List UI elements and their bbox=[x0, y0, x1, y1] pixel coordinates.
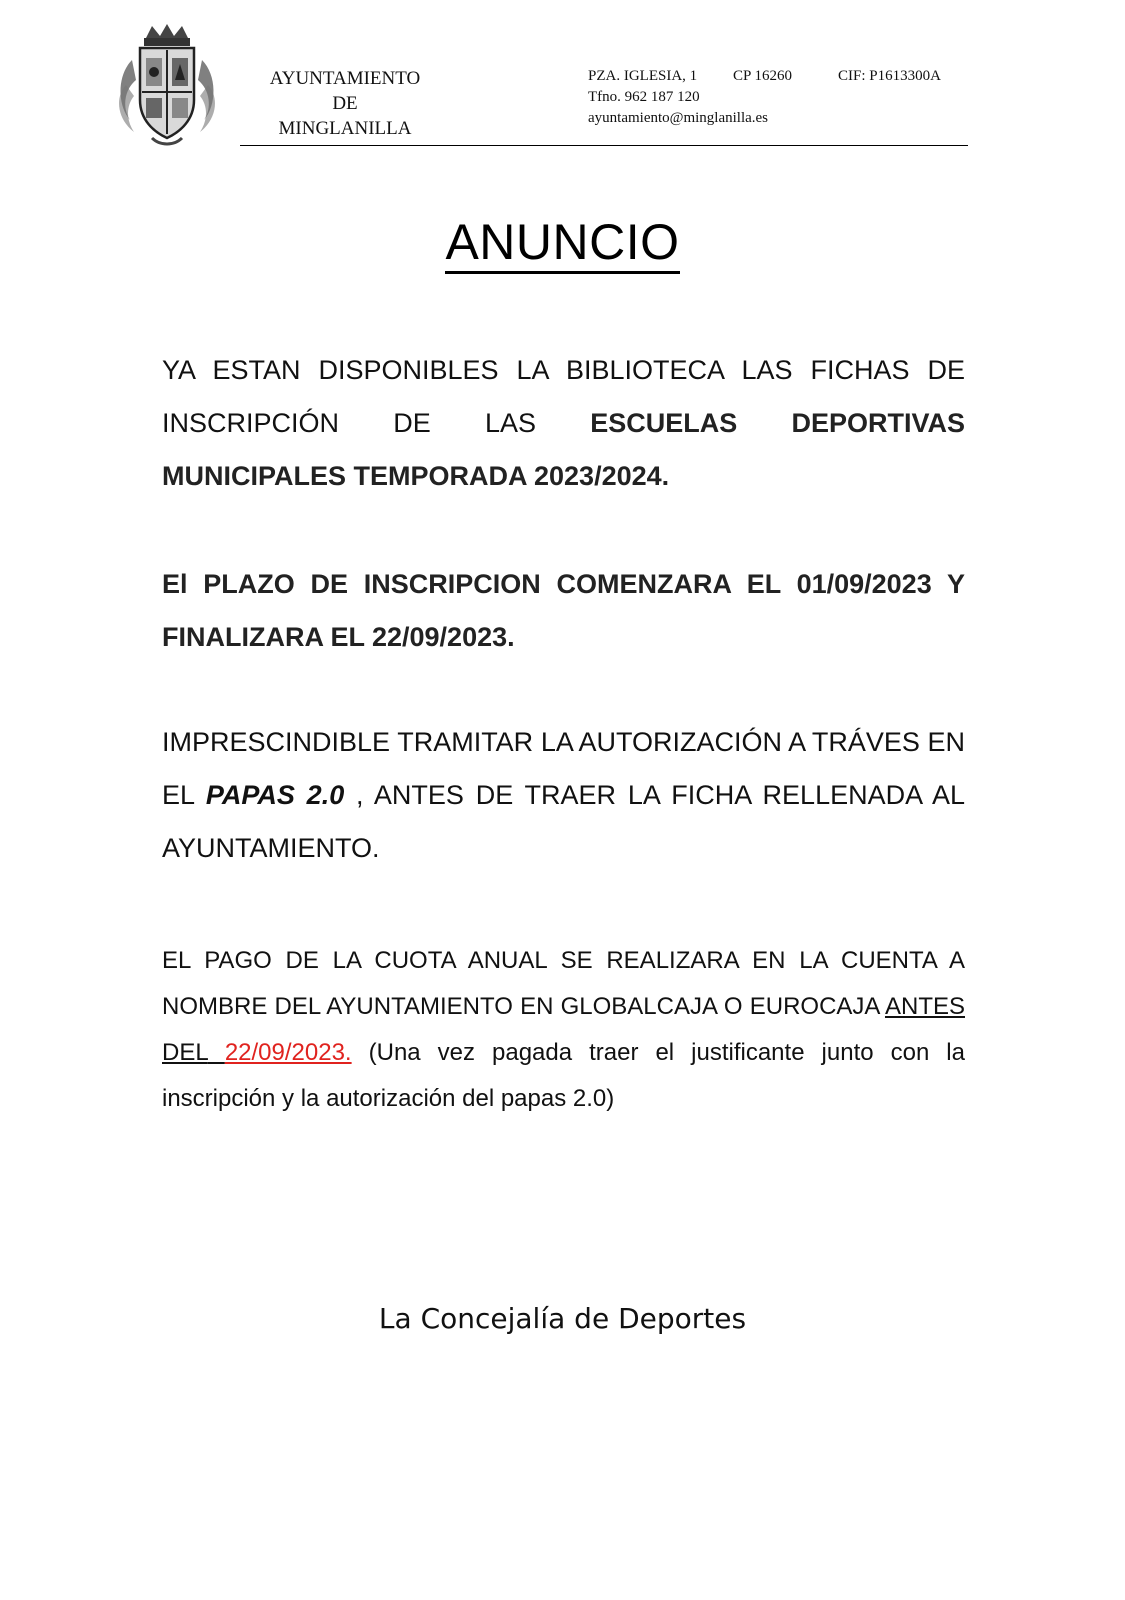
paragraph-deadline bbox=[162, 558, 965, 664]
coat-of-arms-icon bbox=[112, 20, 222, 150]
payment-deadline-date: 22/09/2023. bbox=[224, 1039, 352, 1066]
contact-block bbox=[588, 66, 978, 129]
paragraph-payment-text-a: EL PAGO DE LA CUOTA ANUAL SE REALIZARA EN LA CUENTA A NOMBRE DEL AYUNTAMIENTO EN GLOBALCAJA O EUROCAJA bbox=[162, 947, 965, 1020]
paragraph-authorization-text-b: , ANTES DE TRAER LA FICHA RELLENADA AL AYUNTAMIENTO. bbox=[162, 780, 965, 863]
payment-deadline-space bbox=[208, 1039, 225, 1066]
cif-number: CIF: P1613300A bbox=[838, 68, 941, 84]
page-title: ANUNCIO bbox=[445, 214, 679, 274]
paragraph-deadline-text: El PLAZO DE INSCRIPCION COMENZARA EL 01/09/2023 Y FINALIZARA EL 22/09/2023. bbox=[162, 569, 965, 652]
paragraph-availability bbox=[162, 344, 965, 503]
postal-code: CP 16260 bbox=[733, 68, 793, 84]
paragraph-authorization-text-a: IMPRESCINDIBLE TRAMITAR LA AUTORIZACIÓN A TRÁVES EN EL bbox=[162, 727, 965, 810]
org-line-3: MINGLANILLA bbox=[278, 118, 412, 139]
page-title-wrapper bbox=[0, 212, 1125, 272]
paragraph-payment-text-b: (Una vez pagada traer el justificante junto con la inscripción y la autorización del papas 2.0) bbox=[162, 1039, 965, 1112]
signature: La Concejalía de Deportes bbox=[378, 1302, 747, 1335]
paragraph-availability-bold: ESCUELAS DEPORTIVAS MUNICIPALES TEMPORADA 2023/2024. bbox=[162, 408, 965, 491]
municipality-name bbox=[240, 66, 450, 141]
paragraph-availability-text: YA ESTAN DISPONIBLES LA BIBLIOTECA LAS FICHAS DE INSCRIPCIÓN DE LAS bbox=[162, 355, 965, 438]
paragraph-payment bbox=[162, 938, 965, 1122]
paragraph-authorization bbox=[162, 716, 965, 875]
address: PZA. IGLESIA, 1 bbox=[588, 68, 698, 84]
phone-number: Tfno. 962 187 120 bbox=[588, 89, 700, 105]
header-divider bbox=[240, 145, 968, 146]
papas-platform-name: PAPAS 2.0 bbox=[205, 780, 345, 810]
payment-deadline-label: ANTES DEL bbox=[162, 993, 965, 1066]
org-line-1: AYUNTAMIENTO bbox=[269, 68, 421, 89]
email-address: ayuntamiento@minglanilla.es bbox=[588, 110, 769, 126]
org-line-2: DE bbox=[332, 93, 358, 114]
